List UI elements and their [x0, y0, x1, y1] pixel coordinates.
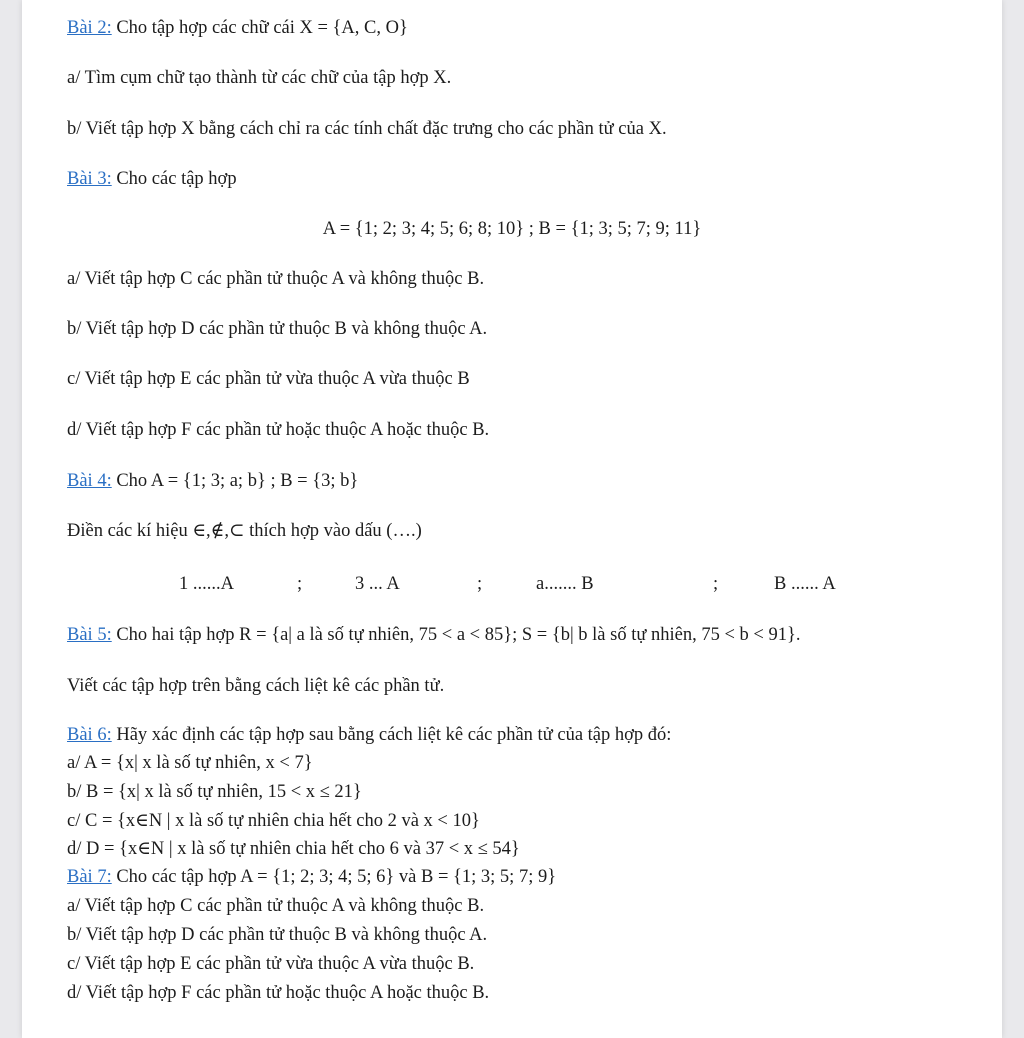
bai4-separator-1: ; — [297, 574, 303, 594]
bai3-heading — [67, 168, 237, 190]
bai7-a: a/ Viết tập hợp C các phần tử thuộc A và không thuộc B. — [67, 896, 485, 916]
bai7-c: c/ Viết tập hợp E các phần tử vừa thuộc A vừa thuộc B. — [67, 954, 475, 974]
bai4-blank-3: a....... B — [536, 574, 594, 594]
bai3-d: d/ Viết tập hợp F các phần tử hoặc thuộc A hoặc thuộc B. — [67, 420, 490, 440]
bai2-a: a/ Tìm cụm chữ tạo thành từ các chữ của tập hợp X. — [67, 68, 452, 88]
document-page — [22, 0, 1002, 1038]
bai4-separator-3: ; — [713, 574, 719, 594]
bai6-intro: Hãy xác định các tập hợp sau bằng cách liệt kê các phần tử của tập hợp đó: — [111, 725, 672, 745]
bai5-task: Viết các tập hợp trên bằng cách liệt kê các phần tử. — [67, 676, 445, 696]
bai3-a: a/ Viết tập hợp C các phần tử thuộc A và không thuộc B. — [67, 269, 485, 289]
bai6-b: b/ B = {x| x là số tự nhiên, 15 < x ≤ 21} — [67, 782, 362, 802]
bai6-heading — [67, 724, 671, 746]
bai3-sets: A = {1; 2; 3; 4; 5; 6; 8; 10} ; B = {1; 3; 5; 7; 9; 11} — [322, 219, 702, 239]
bai4-instruction: Điền các kí hiệu ∈,∉,⊂ thích hợp vào dấu (….) — [67, 521, 422, 541]
bai6-c: c/ C = {x∈N | x là số tự nhiên chia hết cho 2 và x < 10} — [67, 811, 480, 831]
bai3-b: b/ Viết tập hợp D các phần tử thuộc B và không thuộc A. — [67, 319, 488, 339]
bai7-b: b/ Viết tập hợp D các phần tử thuộc B và không thuộc A. — [67, 925, 488, 945]
bai2-label: Bài 2: — [67, 18, 112, 38]
bai6-a: a/ A = {x| x là số tự nhiên, x < 7} — [67, 753, 313, 773]
bai7-label: Bài 7: — [67, 867, 112, 887]
bai4-heading — [67, 470, 358, 492]
bai3-label: Bài 3: — [67, 169, 112, 189]
bai5-label: Bài 5: — [67, 625, 112, 645]
bai3-intro: Cho các tập hợp — [111, 169, 237, 189]
bai3-c: c/ Viết tập hợp E các phần tử vừa thuộc A vừa thuộc B — [67, 369, 470, 389]
bai2-b: b/ Viết tập hợp X bằng cách chỉ ra các tính chất đặc trưng cho các phần tử của X. — [67, 119, 667, 139]
bai7-intro: Cho các tập hợp A = {1; 2; 3; 4; 5; 6} và B = {1; 3; 5; 7; 9} — [111, 867, 557, 887]
bai4-label: Bài 4: — [67, 471, 112, 491]
bai2-intro: Cho tập hợp các chữ cái X = {A, C, O} — [111, 18, 408, 38]
bai4-blank-2: 3 ... A — [355, 574, 400, 594]
bai6-label: Bài 6: — [67, 725, 112, 745]
bai4-intro: Cho A = {1; 3; a; b} ; B = {3; b} — [111, 471, 359, 491]
bai4-separator-2: ; — [477, 574, 483, 594]
bai5-heading — [67, 624, 800, 646]
bai5-intro: Cho hai tập hợp R = {a| a là số tự nhiên, 75 < a < 85}; S = {b| b là số tự nhiên, 75 < b < 91}. — [111, 625, 801, 645]
bai7-d: d/ Viết tập hợp F các phần tử hoặc thuộc A hoặc thuộc B. — [67, 983, 490, 1003]
bai4-blank-1: 1 ......A — [179, 574, 234, 594]
bai6-d: d/ D = {x∈N | x là số tự nhiên chia hết cho 6 và 37 < x ≤ 54} — [67, 839, 520, 859]
bai2-heading — [67, 17, 408, 39]
bai7-heading — [67, 866, 556, 888]
bai4-blank-4: B ...... A — [774, 574, 836, 594]
